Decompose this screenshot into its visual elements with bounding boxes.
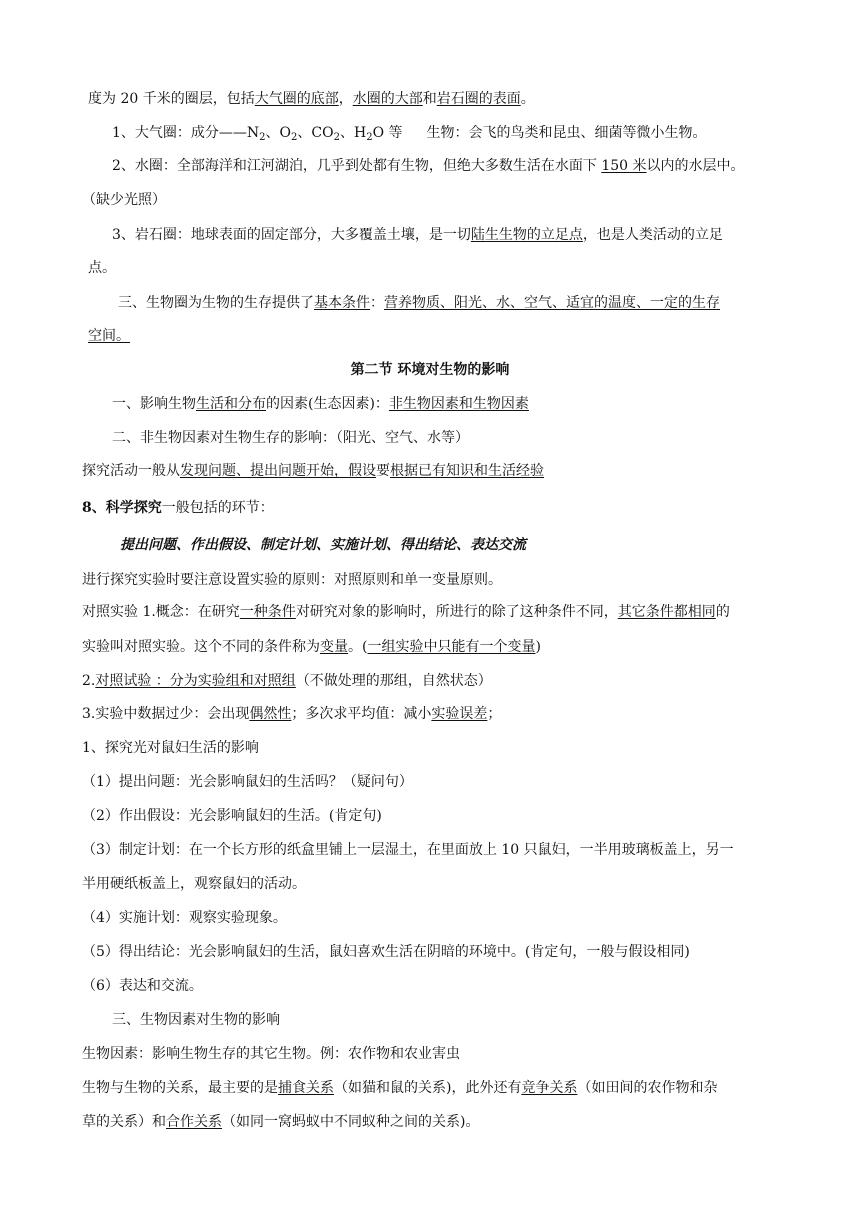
- paragraph-line-23: 半用硬纸板盖上，观察鼠妇的活动。: [82, 876, 306, 892]
- subscript: 2: [333, 132, 340, 143]
- text: ：: [370, 295, 384, 311]
- text: 、H: [339, 125, 367, 141]
- text: 的: [715, 604, 730, 620]
- underlined-term: 变量: [320, 639, 348, 655]
- paragraph-line-20: （1）提出问题：光会影响鼠妇的生活吗？（疑问句）: [82, 774, 413, 790]
- underlined-term: 非生物因素和生物因素: [388, 396, 529, 412]
- text: （不做处理的那组，自然状态）: [295, 673, 492, 689]
- text: 、O: [265, 125, 292, 141]
- paragraph-line-12: [82, 498, 274, 518]
- underlined-term: 合作关系: [166, 1114, 222, 1130]
- underlined-term: 对照试验 ：分为实验组和对照组: [95, 673, 296, 689]
- text: 一、影响生物: [112, 396, 196, 412]
- paragraph-line-7: [118, 293, 720, 313]
- paragraph-line-6: 点。: [88, 260, 116, 276]
- underlined-term: 陆生生物的立足点: [470, 227, 583, 243]
- paragraph-line-17: [82, 671, 492, 691]
- text: ，也是人类活动的立足: [582, 227, 723, 243]
- underlined-term: 营养物质、阳光、水、空气、适宜的温度、一定的生存: [384, 295, 720, 311]
- text: ；: [487, 706, 502, 722]
- text: 2、水圈：全部海洋和江河湖泊，几乎到处都有生物，但绝大多数生活在水面下: [112, 158, 602, 174]
- underlined-term: 岩石圈的表面: [436, 91, 521, 107]
- text: （如猫和鼠的关系)，此外还有: [334, 1080, 522, 1096]
- text: 草的关系）和: [82, 1114, 166, 1130]
- text: 生物与生物的关系，最主要的是: [82, 1080, 278, 1096]
- text: （如同一窝蚂蚁中不同蚁种之间的关系)。: [222, 1114, 480, 1130]
- underlined-term: 150 米: [601, 158, 647, 174]
- text: O 等: [372, 125, 403, 141]
- text: ；多次求平均值：减小: [291, 706, 432, 722]
- paragraph-line-4: （缺少光照）: [82, 192, 166, 208]
- paragraph-line-30: [82, 1112, 479, 1132]
- paragraph-line-24: （4）实施计划：观察实验现象。: [82, 910, 287, 926]
- underlined-term: 基本条件: [314, 295, 370, 311]
- paragraph-line-2: [112, 123, 707, 148]
- underlined-term: 空间。: [88, 328, 130, 344]
- paragraph-line-27: 三、生物因素对生物的影响: [112, 1012, 280, 1028]
- underlined-term: 竞争关系: [521, 1080, 578, 1096]
- paragraph-line-8: [88, 326, 130, 346]
- text: ): [535, 639, 541, 655]
- underlined-term: 根据已有知识和生活经验: [390, 463, 544, 479]
- text: 对研究对象的影响时，所进行的除了这种条件不同，: [295, 604, 618, 620]
- text: 探究活动一般从: [82, 463, 180, 479]
- paragraph-line-29: [82, 1078, 717, 1098]
- paragraph-line-9: [112, 394, 529, 414]
- text: 1、大气圈：成分——N: [112, 125, 260, 141]
- bold-heading: 8、科学探究: [82, 500, 162, 516]
- paragraph-line-22: （3）制定计划：在一个长方形的纸盒里铺上一层湿土，在里面放上 10 只鼠妇，一半用玻璃板盖上，另一: [82, 842, 734, 858]
- text: 一般包括的环节：: [161, 500, 274, 516]
- text: 3、岩石圈：地球表面的固定部分，大多覆盖土壤，是一切: [112, 227, 471, 243]
- underlined-term: 水圈的大部: [352, 91, 423, 107]
- underlined-term: 大气圈的底部: [254, 91, 339, 107]
- paragraph-line-5: [112, 225, 723, 245]
- text: 生物：会飞的鸟类和昆虫、细菌等微小生物。: [426, 125, 707, 141]
- text: 3.实验中数据过少：会出现: [82, 706, 250, 722]
- paragraph-line-18: [82, 704, 501, 724]
- paragraph-line-19: 1、探究光对鼠妇生活的影响: [82, 740, 259, 756]
- text: ，: [338, 91, 353, 107]
- paragraph-line-10: 二、非生物因素对生物生存的影响：（阳光、空气、水等）: [112, 430, 469, 446]
- paragraph-line-28: 生物因素：影响生物生存的其它生物。例：农作物和农业害虫: [82, 1046, 460, 1062]
- paragraph-line-26: （6）表达和交流。: [82, 978, 203, 994]
- text: 。(: [348, 639, 368, 655]
- paragraph-line-11: [82, 461, 544, 481]
- text: 2.: [82, 673, 96, 689]
- paragraph-line-14: 进行探究实验时要注意设置实验的原则：对照原则和单一变量原则。: [82, 572, 502, 588]
- subscript: 2: [259, 132, 266, 143]
- text: 度为 20 千米的圈层，包括: [88, 91, 255, 107]
- text: 以内的水层中。: [646, 158, 745, 174]
- paragraph-line-3: [112, 156, 745, 176]
- underlined-term: 捕食关系: [278, 1080, 334, 1096]
- paragraph-line-21: （2）作出假设：光会影响鼠妇的生活。(肯定句): [82, 808, 382, 824]
- paragraph-line-25: （5）得出结论：光会影响鼠妇的生活，鼠妇喜欢生活在阴暗的环境中。(肯定句，一般与假设相同): [82, 944, 690, 960]
- section-title: 第二节 环境对生物的影响: [350, 362, 510, 378]
- underlined-term: 实验误差: [431, 706, 488, 722]
- text: 对照实验 1.概念：在研究: [82, 604, 240, 620]
- underlined-term: 生活和分布: [196, 396, 266, 412]
- underlined-term: 一种条件: [239, 604, 296, 620]
- text: 的因素(生态因素)：: [266, 396, 389, 412]
- text: 。: [520, 91, 535, 107]
- text: 要: [376, 463, 390, 479]
- paragraph-line-1: [88, 89, 535, 109]
- underlined-term: 偶然性: [249, 706, 292, 722]
- underlined-term: 其它条件都相同: [617, 604, 716, 620]
- paragraph-line-15: [82, 602, 730, 622]
- subscript: 2: [291, 132, 298, 143]
- text: （如田间的农作物和杂: [577, 1080, 718, 1096]
- underlined-term: 发现问题、提出问题开始，假设: [180, 463, 376, 479]
- steps-emphasis: 提出问题、作出假设、制定计划、实施计划、得出结论、表达交流: [120, 537, 526, 553]
- text: 三、生物圈为生物的生存提供了: [118, 295, 314, 311]
- text: 实验叫对照实验。这个不同的条件称为: [82, 639, 320, 655]
- text: 、CO: [297, 125, 334, 141]
- text: 和: [422, 91, 437, 107]
- subscript: 2: [366, 132, 373, 143]
- underlined-term: 一组实验中只能有一个变量: [367, 639, 536, 655]
- paragraph-line-16: [82, 637, 541, 657]
